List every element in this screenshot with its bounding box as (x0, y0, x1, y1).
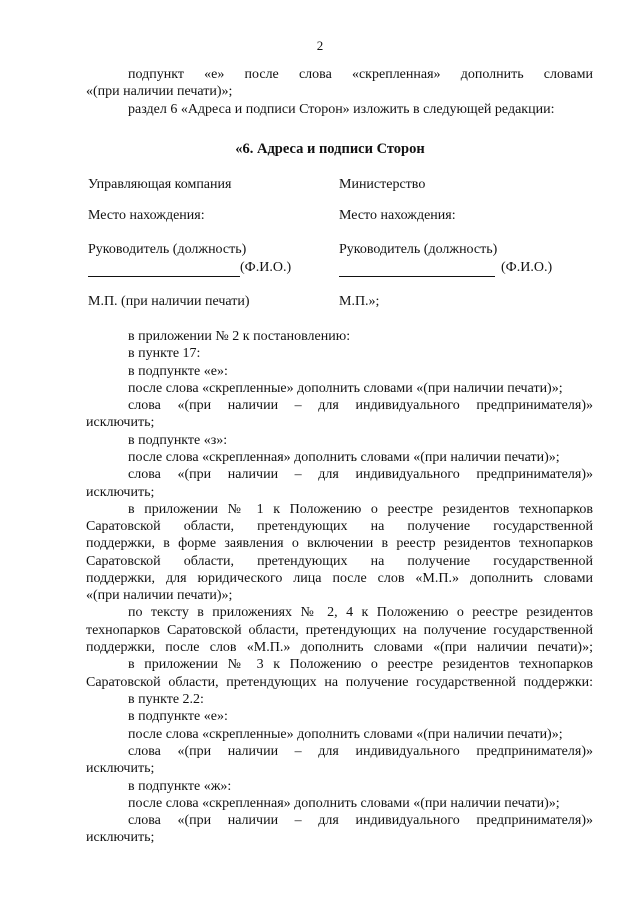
body-line: поддержки, для юридического лица после слов «М.П.» дополнить словами (86, 571, 593, 586)
body-line: в подпункте «з»: (128, 433, 228, 448)
party-right-head: Руководитель (должность) (339, 242, 498, 257)
party-left-signature (88, 259, 291, 277)
body-line: исключить; (86, 415, 155, 430)
body-line: «(при наличии печати)»; (86, 588, 233, 603)
body-line: в пункте 2.2: (128, 692, 204, 707)
party-right-signature (339, 259, 552, 277)
party-left-location: Место нахождения: (88, 208, 205, 223)
party-left-stamp: М.П. (при наличии печати) (88, 294, 250, 309)
body-line: в подпункте «ж»: (128, 779, 232, 794)
body-line: Саратовской области, претендующих на получение государственной (86, 554, 593, 569)
body-line: после слова «скрепленная» дополнить словами «(при наличии печати)»; (128, 796, 560, 811)
body-line: слова «(при наличии – для индивидуального предпринимателя)» (128, 398, 593, 413)
intro-line: подпункт «е» после слова «скрепленная» дополнить словами (128, 67, 593, 82)
body-line: поддержки, в форме заявления о включении в реестр резидентов технопарков (86, 536, 593, 551)
body-line: после слова «скрепленные» дополнить словами «(при наличии печати)»; (128, 381, 563, 396)
party-left-name: Управляющая компания (88, 177, 232, 192)
party-right-fio: (Ф.И.О.) (501, 260, 553, 275)
body-line: слова «(при наличии – для индивидуального предпринимателя)» (128, 813, 593, 828)
body-line: в подпункте «е»: (128, 364, 228, 379)
body-line: по тексту в приложениях № 2, 4 к Положению о реестре резидентов (128, 605, 593, 620)
body-line: слова «(при наличии – для индивидуального предпринимателя)» (128, 467, 593, 482)
signature-line (339, 259, 495, 277)
body-line: исключить; (86, 830, 155, 845)
body-line: в подпункте «е»: (128, 709, 228, 724)
body-line: технопарков Саратовской области, претендующих на получение государственной (86, 623, 593, 638)
body-line: Саратовской области, претендующих на получение государственной (86, 519, 593, 534)
page-number: 2 (316, 38, 324, 53)
party-left-fio: (Ф.И.О.) (240, 260, 292, 275)
body-line: после слова «скрепленная» дополнить словами «(при наличии печати)»; (128, 450, 560, 465)
party-right-name: Министерство (339, 177, 426, 192)
body-line: после слова «скрепленные» дополнить словами «(при наличии печати)»; (128, 727, 563, 742)
party-right-location: Место нахождения: (339, 208, 456, 223)
body-line: в приложении № 2 к постановлению: (128, 329, 351, 344)
intro-line: раздел 6 «Адреса и подписи Сторон» изложить в следующей редакции: (128, 102, 555, 117)
body-line: поддержки, после слов «М.П.» дополнить словами «(при наличии печати)»; (86, 640, 593, 655)
signature-line (88, 259, 240, 277)
body-line: в приложении № 3 к Положению о реестре резидентов технопарков (128, 657, 593, 672)
body-line: исключить; (86, 485, 155, 500)
body-line: в приложении № 1 к Положению о реестре резидентов технопарков (128, 502, 593, 517)
body-line: исключить; (86, 761, 155, 776)
body-line: слова «(при наличии – для индивидуального предпринимателя)» (128, 744, 593, 759)
party-left-head: Руководитель (должность) (88, 242, 247, 257)
body-line: в пункте 17: (128, 346, 201, 361)
body-line: Саратовской области, претендующих на получение государственной поддержки: (86, 675, 593, 690)
section-title: «6. Адреса и подписи Сторон (235, 141, 425, 157)
intro-line: «(при наличии печати)»; (86, 84, 233, 99)
party-right-stamp: М.П.»; (339, 294, 380, 309)
